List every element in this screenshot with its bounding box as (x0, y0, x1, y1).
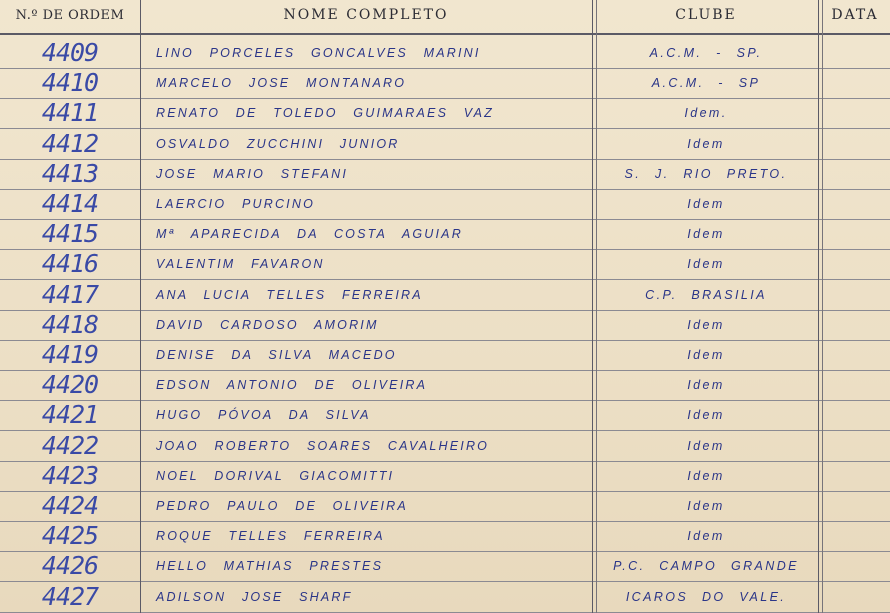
row-full-name: JOSE MARIO STEFANI (156, 166, 349, 181)
row-full-name: EDSON ANTONIO DE OLIVEIRA (156, 378, 428, 393)
row-date (820, 400, 890, 430)
row-number: 4417 (41, 279, 99, 309)
header-clube: CLUBE (675, 7, 737, 23)
row-club: Idem (687, 197, 725, 211)
row-full-name: MARCELO JOSE MONTANARO (156, 76, 407, 91)
row-number: 4410 (41, 68, 99, 98)
row-date (820, 129, 890, 159)
column-divider (596, 0, 597, 613)
row-date (820, 98, 890, 128)
row-date (820, 38, 890, 68)
row-number: 4423 (41, 460, 99, 490)
row-club: Idem (687, 136, 725, 151)
row-full-name: ROQUE TELLES FERREIRA (156, 529, 385, 544)
row-date (820, 461, 890, 491)
table-row (0, 551, 890, 582)
row-club: A.C.M. - SP. (649, 46, 763, 60)
row-club: Idem. (684, 106, 728, 121)
row-club: Idem (687, 257, 725, 272)
row-date (820, 370, 890, 400)
table-row (0, 340, 890, 371)
header-numero-de-ordem: N.º DE ORDEM (15, 8, 125, 23)
row-club: S. J. RIO PRETO. (624, 166, 788, 181)
row-full-name: VALENTIM FAVARON (156, 257, 325, 272)
row-date (820, 551, 890, 581)
column-divider (140, 0, 141, 613)
row-date (820, 491, 890, 521)
row-full-name: LAERCIO PURCINO (156, 197, 315, 211)
row-date (820, 521, 890, 551)
row-number: 4409 (41, 38, 99, 67)
table-row (0, 38, 890, 69)
row-date (820, 340, 890, 370)
row-number: 4414 (41, 189, 99, 218)
row-full-name: ADILSON JOSE SHARF (156, 589, 353, 604)
row-date (820, 219, 890, 249)
row-number: 4418 (41, 309, 99, 339)
table-row (0, 280, 890, 311)
row-club: Idem (687, 317, 725, 332)
header-nome-completo: NOME COMPLETO (283, 7, 449, 23)
row-club: Idem (687, 468, 725, 483)
table-row (0, 129, 890, 160)
table-row (0, 68, 890, 99)
table-row (0, 249, 890, 280)
row-club: P.C. CAMPO GRANDE (613, 559, 799, 574)
row-full-name: HELLO MATHIAS PRESTES (156, 559, 384, 574)
table-row (0, 159, 890, 190)
row-full-name: LINO PORCELES GONCALVES MARINI (156, 46, 481, 60)
row-date (820, 431, 890, 461)
row-date (820, 310, 890, 340)
row-club: Idem (687, 408, 725, 423)
row-full-name: PEDRO PAULO DE OLIVEIRA (156, 499, 408, 513)
row-full-name: ANA LUCIA TELLES FERREIRA (156, 287, 423, 302)
row-number: 4422 (41, 430, 99, 460)
row-number: 4413 (41, 158, 99, 188)
column-divider (822, 0, 823, 613)
row-club: Idem (687, 227, 725, 242)
row-full-name: DENISE DA SILVA MACEDO (156, 348, 397, 362)
row-number: 4425 (41, 521, 99, 551)
row-number: 4420 (41, 370, 99, 400)
column-divider (592, 0, 593, 613)
table-header (0, 0, 890, 35)
table-row (0, 431, 890, 462)
row-number: 4426 (41, 551, 99, 581)
row-club: A.C.M. - SP (651, 76, 761, 91)
header-data: DATA (831, 7, 879, 23)
table-row (0, 400, 890, 431)
row-full-name: OSVALDO ZUCCHINI JUNIOR (156, 136, 400, 151)
row-date (820, 189, 890, 219)
table-row (0, 521, 890, 552)
table-row (0, 370, 890, 401)
row-date (820, 249, 890, 279)
row-full-name: RENATO DE TOLEDO GUIMARAES VAZ (156, 106, 494, 121)
row-date (820, 159, 890, 189)
row-number: 4427 (41, 581, 99, 611)
row-number: 4419 (41, 340, 99, 369)
row-club: Idem (687, 529, 725, 544)
table-row (0, 98, 890, 129)
row-date (820, 280, 890, 310)
row-number: 4424 (41, 491, 99, 520)
table-row (0, 189, 890, 220)
row-number: 4416 (41, 249, 99, 279)
row-club: C.P. BRASILIA (645, 287, 767, 302)
row-number: 4415 (41, 219, 99, 249)
row-number: 4411 (41, 98, 99, 128)
table-row (0, 582, 890, 613)
row-club: Idem (687, 499, 725, 513)
row-club: Idem (687, 378, 725, 393)
table-row (0, 491, 890, 522)
row-number: 4412 (41, 128, 99, 158)
row-club: Idem (687, 348, 725, 362)
row-club: Idem (687, 438, 725, 453)
table-row (0, 461, 890, 492)
table-row (0, 310, 890, 341)
column-divider (818, 0, 819, 613)
row-full-name: HUGO PÓVOA DA SILVA (156, 408, 371, 423)
row-full-name: NOEL DORIVAL GIACOMITTI (156, 468, 395, 483)
row-number: 4421 (41, 400, 99, 430)
table-row (0, 219, 890, 250)
row-full-name: JOAO ROBERTO SOARES CAVALHEIRO (156, 438, 490, 453)
row-full-name: DAVID CARDOSO AMORIM (156, 317, 379, 332)
row-club: ICAROS DO VALE. (625, 589, 787, 604)
row-full-name: Mª APARECIDA DA COSTA AGUIAR (156, 227, 463, 242)
row-date (820, 582, 890, 612)
row-date (820, 68, 890, 98)
